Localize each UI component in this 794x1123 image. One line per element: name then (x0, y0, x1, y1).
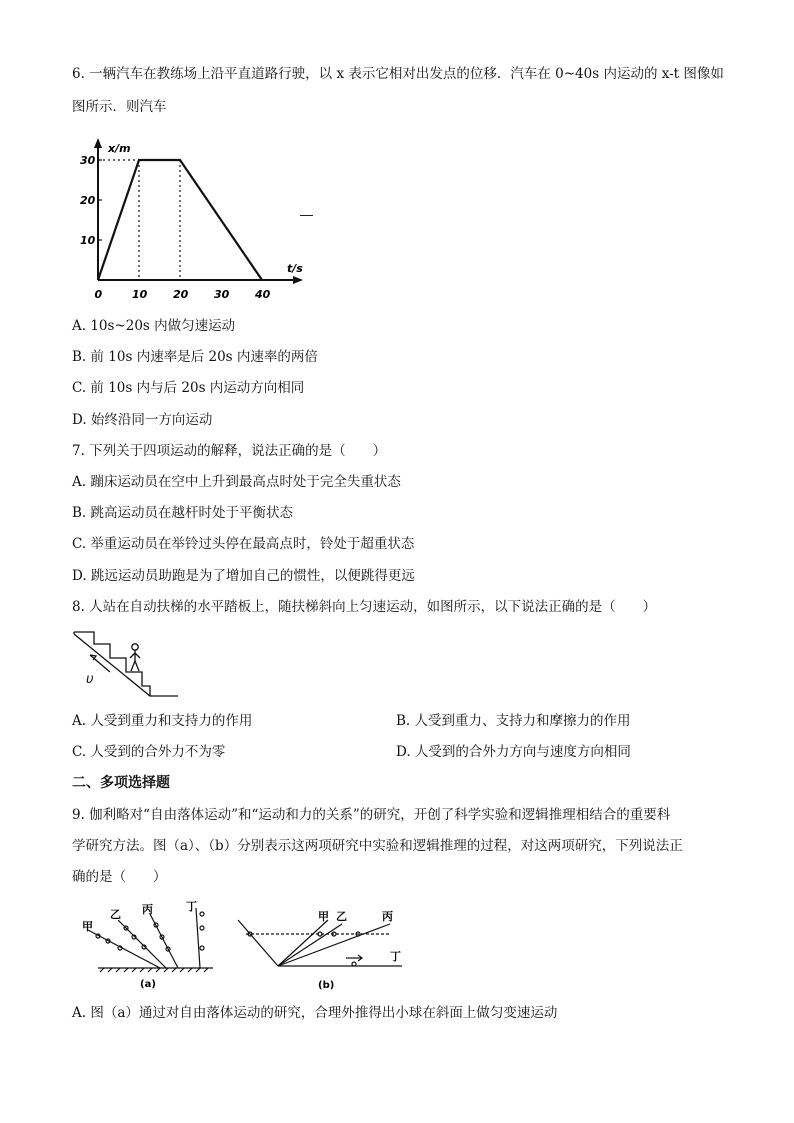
figure-b-svg (232, 906, 412, 992)
x-tick-label: 20 (173, 288, 189, 301)
q9-stem-line1: 9. 伽利略对“自由落体运动”和“运动和力的关系”的研究，开创了科学实验和逻辑推理相结合的重要科 (72, 807, 671, 823)
q6-stem-line2: 图所示．则汽车 (72, 99, 167, 115)
fig-a-caption: (a) (140, 979, 156, 990)
x-tick-label: 10 (132, 288, 148, 301)
q6-option-c: C. 前 10s 内与后 20s 内运动方向相同 (72, 380, 305, 396)
q8-option-b: B. 人受到重力、支持力和摩擦力的作用 (396, 713, 631, 729)
escalator-svg (72, 628, 182, 700)
q6-option-d: D. 始终沿同一方向运动 (72, 412, 213, 428)
escalator-figure (72, 628, 182, 704)
x-tick-label: 40 (255, 288, 271, 301)
q9-stem-line2: 学研究方法。图（a）、（b）分别表示这两项研究中实验和逻辑推理的过程，对这两项研究，下列说法正 (72, 838, 683, 854)
xt-graph-svg (76, 134, 316, 304)
blank-underline (300, 215, 313, 216)
q6-xt-graph (76, 134, 316, 308)
q7-option-a: A. 蹦床运动员在空中上升到最高点时处于完全失重状态 (72, 474, 401, 490)
figure-a-svg (78, 900, 218, 992)
fig-b-label-yi: 乙 (336, 910, 347, 923)
section-heading: 二、多项选择题 (72, 775, 170, 791)
x-axis-label: t/s (287, 262, 303, 275)
galileo-figure-a (78, 900, 218, 996)
fig-b-label-ding: 丁 (390, 950, 401, 963)
fig-a-label-jia: 甲 (82, 920, 93, 933)
q6-stem-line1: 6. 一辆汽车在教练场上沿平直道路行驶，以 x 表示它相对出发点的位移．汽车在 0~40s 内运动的 x-t 图像如 (72, 66, 724, 82)
y-tick-label: 10 (80, 234, 96, 247)
q8-stem: 8. 人站在自动扶梯的水平踏板上，随扶梯斜向上匀速运动，如图所示，以下说法正确的是（ ） (72, 599, 657, 615)
q8-option-c: C. 人受到的合外力不为零 (72, 744, 226, 760)
fig-a-label-ding: 丁 (186, 900, 197, 913)
x-axis-arrow (293, 276, 303, 284)
q9-option-a: A. 图（a）通过对自由落体运动的研究，合理外推得出小球在斜面上做匀变速运动 (72, 1005, 558, 1021)
q7-option-c: C. 举重运动员在举铃过头停在最高点时，铃处于超重状态 (72, 536, 415, 552)
q8-option-d: D. 人受到的合外力方向与速度方向相同 (396, 744, 631, 760)
y-tick-label: 20 (80, 194, 96, 207)
q6-option-b: B. 前 10s 内速率是后 20s 内速率的两倍 (72, 349, 318, 365)
q9-stem-line3: 确的是（ ） (72, 869, 167, 885)
velocity-label: υ (86, 672, 94, 687)
x-tick-label: 0 (94, 288, 103, 301)
y-tick-label: 30 (80, 154, 96, 167)
q6-option-a: A. 10s~20s 内做匀速运动 (72, 318, 236, 334)
q7-option-d: D. 跳远运动员助跑是为了增加自己的惯性，以便跳得更远 (72, 568, 415, 584)
fig-a-label-yi: 乙 (110, 908, 121, 921)
q8-option-a: A. 人受到重力和支持力的作用 (72, 713, 253, 729)
y-axis-label: x/m (108, 142, 131, 155)
fig-b-caption: (b) (318, 980, 335, 991)
galileo-figure-b (232, 906, 412, 996)
q7-stem: 7. 下列关于四项运动的解释，说法正确的是（ ） (72, 443, 387, 459)
y-axis-arrow (94, 138, 102, 148)
q7-option-b: B. 跳高运动员在越杆时处于平衡状态 (72, 505, 294, 521)
fig-b-label-bing: 丙 (382, 910, 393, 923)
fig-b-label-jia: 甲 (318, 910, 329, 923)
x-tick-label: 30 (214, 288, 230, 301)
fig-a-label-bing: 丙 (142, 903, 153, 916)
